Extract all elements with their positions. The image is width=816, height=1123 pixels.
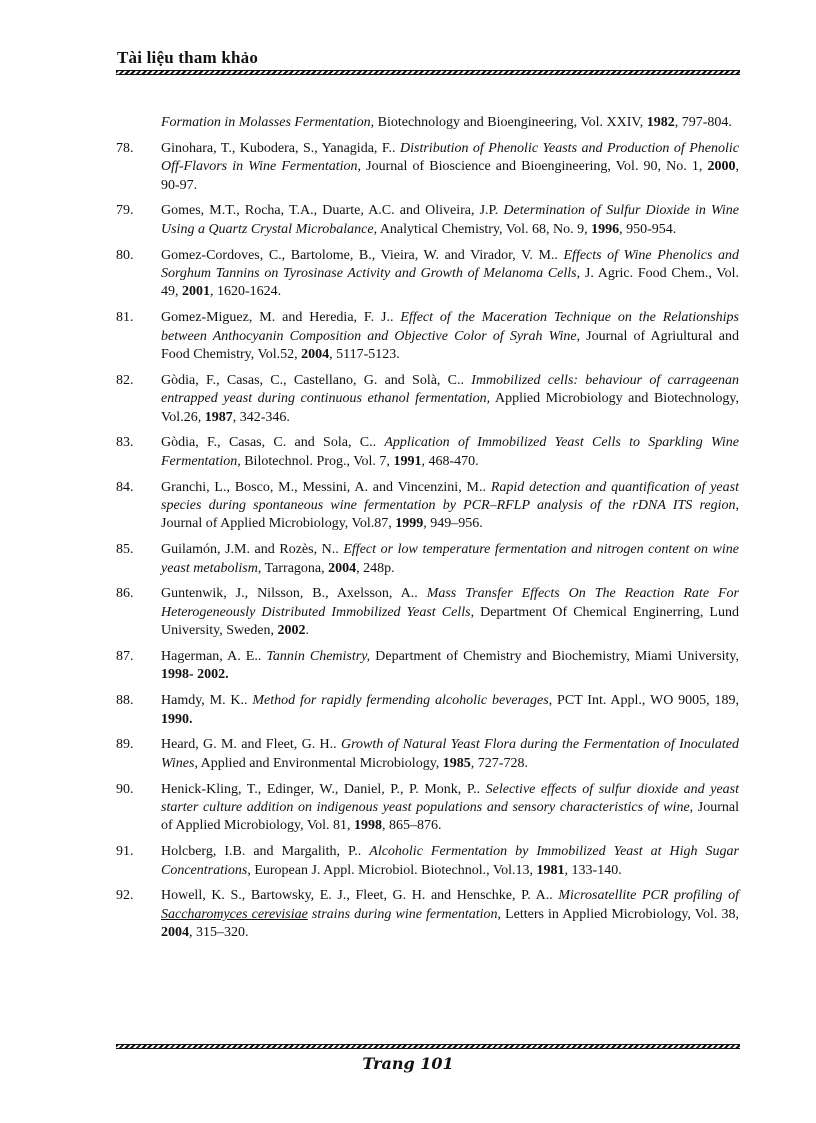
- reference-pages: .: [305, 623, 310, 639]
- reference-year: 1987: [204, 409, 233, 425]
- reference-entry: [116, 434, 739, 471]
- continuation-title: Formation in Molasses Fermentation: [161, 115, 371, 130]
- reference-entry: [116, 887, 739, 942]
- reference-pages: , 1620-1624.: [210, 284, 282, 300]
- reference-source: , Journal of Agriultural and Food Chemistry, Vol.52,: [161, 328, 739, 363]
- reference-title: Microsatellite PCR profiling of: [558, 888, 739, 904]
- reference-source: , Tarragona,: [257, 560, 329, 576]
- reference-authors: Granchi, L., Bosco, M., Messini, A. and Vincenzini, M..: [161, 479, 491, 495]
- reference-authors: Hagerman, A. E..: [161, 649, 267, 665]
- reference-title: Tannin Chemistry,: [266, 649, 371, 665]
- reference-entry: [116, 648, 739, 685]
- reference-year: 1998- 2002.: [161, 667, 229, 683]
- reference-authors: Gòdia, F., Casas, C. and Sola, C..: [161, 435, 385, 451]
- reference-source: Journal of Bioscience and Bioengineering, Vol. 90, No. 1,: [361, 159, 708, 175]
- reference-continuation: [116, 114, 739, 132]
- reference-authors: Hamdy, M. K..: [161, 693, 253, 709]
- reference-list: [116, 114, 739, 950]
- reference-source: , European J. Appl. Microbiol. Biotechnol., Vol.13,: [247, 862, 537, 878]
- reference-title: Selective effects of sulfur dioxide and yeast starter culture addition on indigenous yeast populations and sensory characteristics of wine: [161, 781, 740, 816]
- reference-authors: Gomes, M.T., Rocha, T.A., Duarte, A.C. and Oliveira, J.P.: [161, 203, 504, 219]
- reference-number: 86.: [116, 586, 134, 602]
- reference-year: 2002: [277, 623, 306, 639]
- reference-entry: [116, 247, 739, 302]
- reference-entry: [116, 541, 739, 578]
- reference-title: Rapid detection and quantification of yeast species during spontaneous wine fermentation by PCR–RFLP analysis of the rDNA ITS region: [161, 479, 739, 514]
- reference-year: 2004: [328, 560, 357, 576]
- reference-year: 2004: [161, 925, 189, 941]
- reference-title: Method for rapidly fermending alcoholic beverages: [252, 693, 549, 709]
- reference-year: 1981: [536, 862, 565, 878]
- reference-source: , Letters in Applied Microbiology, Vol. 38,: [497, 906, 739, 922]
- reference-source: , Journal of Applied Microbiology, Vol.87,: [161, 498, 739, 532]
- reference-pages: , 865–876.: [382, 818, 442, 834]
- reference-title: Growth of Natural Yeast Flora during the Fermentation of Inoculated Wines: [161, 737, 739, 771]
- reference-number: 84.: [116, 479, 134, 495]
- reference-authors: Guntenwik, J., Nilsson, B., Axelsson, A..: [161, 586, 427, 602]
- reference-number: 92.: [116, 888, 134, 904]
- reference-entries: [116, 140, 739, 943]
- reference-pages: , 950-954.: [619, 221, 677, 237]
- reference-number: 78.: [116, 140, 134, 156]
- reference-authors: Gòdia, F., Casas, C., Castellano, G. and Solà, C..: [161, 372, 472, 388]
- reference-entry: [116, 843, 739, 880]
- reference-authors: Gomez-Miguez, M. and Heredia, F. J..: [161, 310, 401, 326]
- reference-source: Department of Chemistry and Biochemistry, Miami University,: [370, 649, 740, 665]
- reference-number: 85.: [116, 542, 134, 558]
- reference-authors: Henick-Kling, T., Edinger, W., Daniel, P., P. Monk, P..: [161, 781, 486, 797]
- reference-source: , Analytical Chemistry, Vol. 68, No. 9,: [373, 221, 592, 237]
- reference-source: Applied Microbiology and Biotechnology, Vol.26,: [161, 391, 739, 425]
- reference-number: 83.: [116, 435, 134, 451]
- reference-year: 1990.: [161, 711, 193, 727]
- reference-entry: [116, 372, 739, 427]
- reference-authors: Howell, K. S., Bartowsky, E. J., Fleet, G. H. and Henschke, P. A..: [161, 888, 559, 904]
- reference-year: 1998: [354, 818, 383, 834]
- reference-source: , Journal of Applied Microbiology, Vol. 81,: [161, 800, 739, 834]
- reference-entry: [116, 781, 739, 836]
- reference-source: Bilotechnol. Prog., Vol. 7,: [240, 453, 394, 469]
- reference-year: 1985: [442, 755, 471, 771]
- reference-number: 79.: [116, 203, 134, 219]
- reference-entry: [116, 140, 739, 195]
- reference-entry: [116, 736, 739, 773]
- reference-pages: , 5117-5123.: [329, 347, 400, 363]
- reference-title: Effect of the Maceration Technique on the Relationships between Anthocyanin Composition and Objective Color of Syrah Wine: [161, 310, 739, 344]
- reference-year: 1996: [591, 221, 620, 237]
- reference-year: 1999: [395, 516, 424, 532]
- reference-number: 91.: [116, 844, 134, 860]
- reference-number: 81.: [116, 310, 134, 326]
- reference-entry: [116, 692, 739, 729]
- reference-title: Distribution of Phenolic Yeasts and Production of Phenolic Off-Flavors in Wine Fermentation,: [161, 140, 739, 175]
- reference-pages: , 133-140.: [564, 862, 622, 878]
- reference-source: , J. Agric. Food Chem., Vol. 49,: [161, 266, 740, 300]
- reference-title: Alcoholic Fermentation by Immobilized Yeast at High Sugar Concentrations: [161, 844, 739, 878]
- reference-year: 2004: [301, 347, 330, 363]
- reference-authors: Holcberg, I.B. and Margalith, P..: [161, 844, 370, 860]
- reference-authors: Heard, G. M. and Fleet, G. H..: [161, 737, 341, 753]
- reference-pages: , 727-728.: [470, 755, 528, 771]
- reference-number: 88.: [116, 693, 134, 709]
- reference-title: Mass Transfer Effects On The Reaction Rate For Heterogeneously Distributed Immobilized Yeast Cells: [161, 586, 739, 620]
- reference-authors: Gomez-Cordoves, C., Bartolome, B., Vieira, W. and Virador, V. M..: [161, 247, 564, 263]
- reference-pages: , 315–320.: [189, 925, 249, 941]
- running-header-title: Tài liệu tham khảo: [117, 48, 259, 67]
- reference-title: Effects of Wine Phenolics and Sorghum Tannins on Tyrosinase Activity and Growth of Melanoma Cells: [161, 247, 740, 282]
- reference-number: 87.: [116, 649, 134, 665]
- reference-entry: [116, 309, 739, 364]
- reference-pages: , 90-97.: [161, 159, 739, 193]
- reference-number: 90.: [116, 781, 134, 797]
- reference-title: Effect or low temperature fermentation and nitrogen content on wine yeast metabolism: [161, 542, 739, 576]
- reference-number: 89.: [116, 737, 134, 753]
- reference-pages: , 949–956.: [423, 516, 483, 532]
- reference-entry: [116, 479, 739, 534]
- reference-pages: , 342-346.: [232, 409, 290, 425]
- reference-source: , Department Of Chemical Enginerring, Lund University, Sweden,: [161, 604, 739, 639]
- reference-year: 2001: [182, 284, 210, 300]
- reference-title-species: Saccharomyces cerevisiae: [161, 906, 308, 922]
- reference-entry: [116, 585, 739, 640]
- reference-year: 2000: [707, 159, 736, 175]
- reference-year: 1991: [393, 453, 422, 469]
- reference-title-rest: strains during wine fermentation: [307, 906, 498, 922]
- reference-pages: , 468-470.: [421, 453, 479, 469]
- continuation-source: , Biotechnology and Bioengineering, Vol. XXIV,: [370, 115, 647, 130]
- reference-number: 80.: [116, 247, 134, 263]
- footer-divider: [116, 1044, 740, 1049]
- reference-source: , Applied and Environmental Microbiology,: [194, 755, 443, 771]
- continuation-pages: , 797-804.: [674, 115, 732, 130]
- reference-authors: Ginohara, T., Kubodera, S., Yanagida, F..: [161, 140, 401, 156]
- reference-entry: [116, 202, 739, 239]
- reference-title: Application of Immobilized Yeast Cells to Sparkling Wine Fermentation,: [161, 435, 739, 469]
- header-divider: [116, 70, 740, 75]
- reference-pages: , 248p.: [356, 560, 395, 576]
- reference-title: Immobilized cells: behaviour of carrageenan entrapped yeast during continuous ethanol fermentation,: [161, 372, 740, 407]
- continuation-year: 1982: [646, 115, 675, 130]
- reference-title: Determination of Sulfur Dioxide in Wine Using a Quartz Crystal Microbalance: [161, 203, 739, 237]
- page-number: Trang 101: [362, 1054, 454, 1073]
- reference-source: , PCT Int. Appl., WO 9005, 189,: [548, 693, 739, 709]
- reference-authors: Guilamón, J.M. and Rozès, N..: [161, 542, 344, 558]
- reference-number: 82.: [116, 372, 134, 388]
